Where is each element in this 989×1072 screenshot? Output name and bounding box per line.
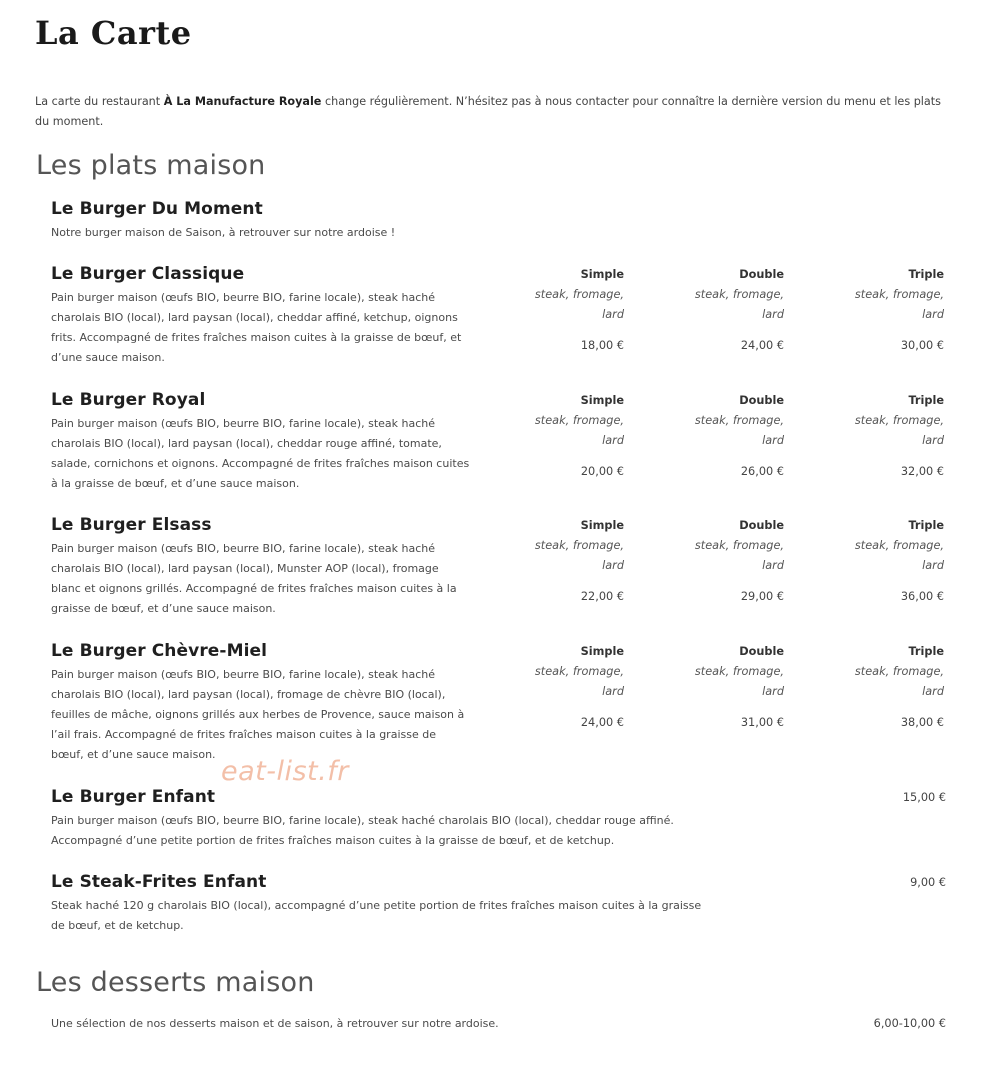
- column-note: [634, 662, 784, 702]
- column-header-double: Double: [739, 645, 784, 658]
- column-header-triple: Triple: [908, 268, 944, 281]
- column-note-line: lard: [602, 685, 624, 698]
- price-column-triple: [794, 516, 944, 607]
- column-note-line: lard: [922, 559, 944, 572]
- intro-text-end: change régulièrement. N’hésitez pas à nous contacter pour connaître la dernière version du menu et les plats du moment.: [35, 95, 941, 128]
- column-note: [794, 411, 944, 451]
- column-note-line: lard: [762, 434, 784, 447]
- column-note-line: lard: [762, 685, 784, 698]
- column-note: [794, 662, 944, 702]
- column-note-line: lard: [762, 308, 784, 321]
- price-column-simple: [474, 516, 624, 607]
- column-note-line: lard: [602, 559, 624, 572]
- column-note-line: lard: [922, 685, 944, 698]
- column-note: [474, 411, 624, 451]
- page-title: La Carte: [35, 14, 192, 52]
- price-double: 24,00 €: [740, 339, 784, 352]
- price-column-double: [634, 265, 784, 356]
- menu-item-steak-frites-enfant: [51, 871, 946, 936]
- column-note-line: steak, fromage,: [694, 414, 784, 427]
- column-note: [474, 662, 624, 702]
- column-note: [634, 285, 784, 325]
- section-title-plats: Les plats maison: [36, 150, 266, 181]
- column-note-line: steak, fromage,: [694, 539, 784, 552]
- price-column-double: [634, 516, 784, 607]
- price-column-simple: [474, 265, 624, 356]
- price-column-double: [634, 391, 784, 482]
- item-price: 15,00 €: [902, 791, 946, 804]
- column-header-triple: Triple: [908, 394, 944, 407]
- column-note-line: steak, fromage,: [534, 288, 624, 301]
- item-name: Le Burger Enfant: [51, 787, 216, 807]
- column-header-triple: Triple: [908, 519, 944, 532]
- price-triple: 32,00 €: [900, 465, 944, 478]
- column-note-line: steak, fromage,: [534, 539, 624, 552]
- item-name: Le Steak-Frites Enfant: [51, 872, 267, 892]
- intro-text-start: La carte du restaurant: [35, 95, 164, 108]
- column-note-line: steak, fromage,: [854, 539, 944, 552]
- price-column-triple: [794, 265, 944, 356]
- column-note-line: steak, fromage,: [854, 288, 944, 301]
- column-note-line: lard: [762, 559, 784, 572]
- price-triple: 30,00 €: [900, 339, 944, 352]
- item-name: Le Burger Royal: [51, 390, 206, 410]
- column-note: [474, 536, 624, 576]
- item-description: Notre burger maison de Saison, à retrouver sur notre ardoise !: [51, 226, 396, 239]
- column-note: [794, 285, 944, 325]
- price-column-simple: [474, 642, 624, 733]
- price-double: 26,00 €: [740, 465, 784, 478]
- price-triple: 38,00 €: [900, 716, 944, 729]
- menu-item-burger-chevre-miel: [51, 640, 946, 765]
- price-simple: 18,00 €: [580, 339, 624, 352]
- item-name: Le Burger Classique: [51, 264, 245, 284]
- item-description: Pain burger maison (œufs BIO, beurre BIO, farine locale), steak haché charolais BIO (local), lard paysan (local), fromage de chèvre BIO (local), feuilles de mâche, oignons grillés aux herbes de Provence, sauce maison à l’ail frais. Accompagné de frites fraîches maison cuites à la graisse de bœuf, et d’une sauce maison.: [51, 668, 465, 761]
- item-price: 6,00-10,00 €: [873, 1017, 946, 1030]
- item-description: Steak haché 120 g charolais BIO (local), accompagné d’une petite portion de frites fraîches maison cuites à la graisse de bœuf, et de ketchup.: [51, 899, 702, 932]
- watermark: eat-list.fr: [221, 756, 349, 787]
- item-name: Le Burger Du Moment: [51, 199, 263, 219]
- column-header-simple: Simple: [580, 268, 624, 281]
- price-column-triple: [794, 642, 944, 733]
- column-header-triple: Triple: [908, 645, 944, 658]
- menu-item-burger-du-moment: [51, 198, 946, 243]
- column-header-simple: Simple: [580, 519, 624, 532]
- column-header-double: Double: [739, 394, 784, 407]
- column-note-line: steak, fromage,: [534, 665, 624, 678]
- item-description: Une sélection de nos desserts maison et de saison, à retrouver sur notre ardoise.: [51, 1017, 499, 1030]
- column-note-line: steak, fromage,: [534, 414, 624, 427]
- price-triple: 36,00 €: [900, 590, 944, 603]
- menu-item-burger-enfant: [51, 786, 946, 851]
- column-note-line: lard: [922, 434, 944, 447]
- menu-item-burger-classique: [51, 263, 946, 368]
- column-note-line: steak, fromage,: [854, 665, 944, 678]
- restaurant-name: À La Manufacture Royale: [163, 95, 322, 108]
- menu-item-burger-royal: [51, 389, 946, 494]
- column-note-line: steak, fromage,: [694, 288, 784, 301]
- column-header-double: Double: [739, 519, 784, 532]
- menu-item-desserts: [51, 1014, 946, 1034]
- menu-item-burger-elsass: [51, 514, 946, 619]
- column-note-line: lard: [922, 308, 944, 321]
- item-description: Pain burger maison (œufs BIO, beurre BIO, farine locale), steak haché charolais BIO (local), lard paysan (local), cheddar affiné, ketchup, oignons frits. Accompagné de frites fraîches maison cuites à la graisse de bœuf, et d’une sauce maison.: [51, 291, 462, 364]
- item-name: Le Burger Elsass: [51, 515, 212, 535]
- item-price: 9,00 €: [910, 876, 946, 889]
- intro-text: [35, 92, 945, 132]
- price-simple: 22,00 €: [580, 590, 624, 603]
- column-note: [634, 536, 784, 576]
- item-description: Pain burger maison (œufs BIO, beurre BIO, farine locale), steak haché charolais BIO (local), cheddar rouge affiné. Accompagné d’une petite portion de frites fraîches maison cuites à la graisse de bœuf, et de ketchup.: [51, 814, 674, 847]
- column-header-simple: Simple: [580, 645, 624, 658]
- price-double: 29,00 €: [740, 590, 784, 603]
- price-double: 31,00 €: [740, 716, 784, 729]
- column-note-line: steak, fromage,: [694, 665, 784, 678]
- price-column-triple: [794, 391, 944, 482]
- price-column-double: [634, 642, 784, 733]
- column-note-line: steak, fromage,: [854, 414, 944, 427]
- price-simple: 24,00 €: [580, 716, 624, 729]
- item-name: Le Burger Chèvre-Miel: [51, 641, 268, 661]
- column-note-line: lard: [602, 434, 624, 447]
- column-note: [794, 536, 944, 576]
- item-description: Pain burger maison (œufs BIO, beurre BIO, farine locale), steak haché charolais BIO (local), lard paysan (local), cheddar rouge affiné, tomate, salade, cornichons et oignons. Accompagné de frites fraîches maison cuites à la graisse de bœuf, et d’une sauce maison.: [51, 417, 470, 490]
- column-header-double: Double: [739, 268, 784, 281]
- column-note: [634, 411, 784, 451]
- column-note-line: lard: [602, 308, 624, 321]
- column-note: [474, 285, 624, 325]
- price-simple: 20,00 €: [580, 465, 624, 478]
- price-column-simple: [474, 391, 624, 482]
- column-header-simple: Simple: [580, 394, 624, 407]
- item-description: Pain burger maison (œufs BIO, beurre BIO, farine locale), steak haché charolais BIO (local), lard paysan (local), Munster AOP (local), fromage blanc et oignons grillés. Accompagné de frites fraîches maison cuites à la graisse de bœuf, et d’une sauce maison.: [51, 542, 457, 615]
- section-title-desserts: Les desserts maison: [36, 967, 315, 998]
